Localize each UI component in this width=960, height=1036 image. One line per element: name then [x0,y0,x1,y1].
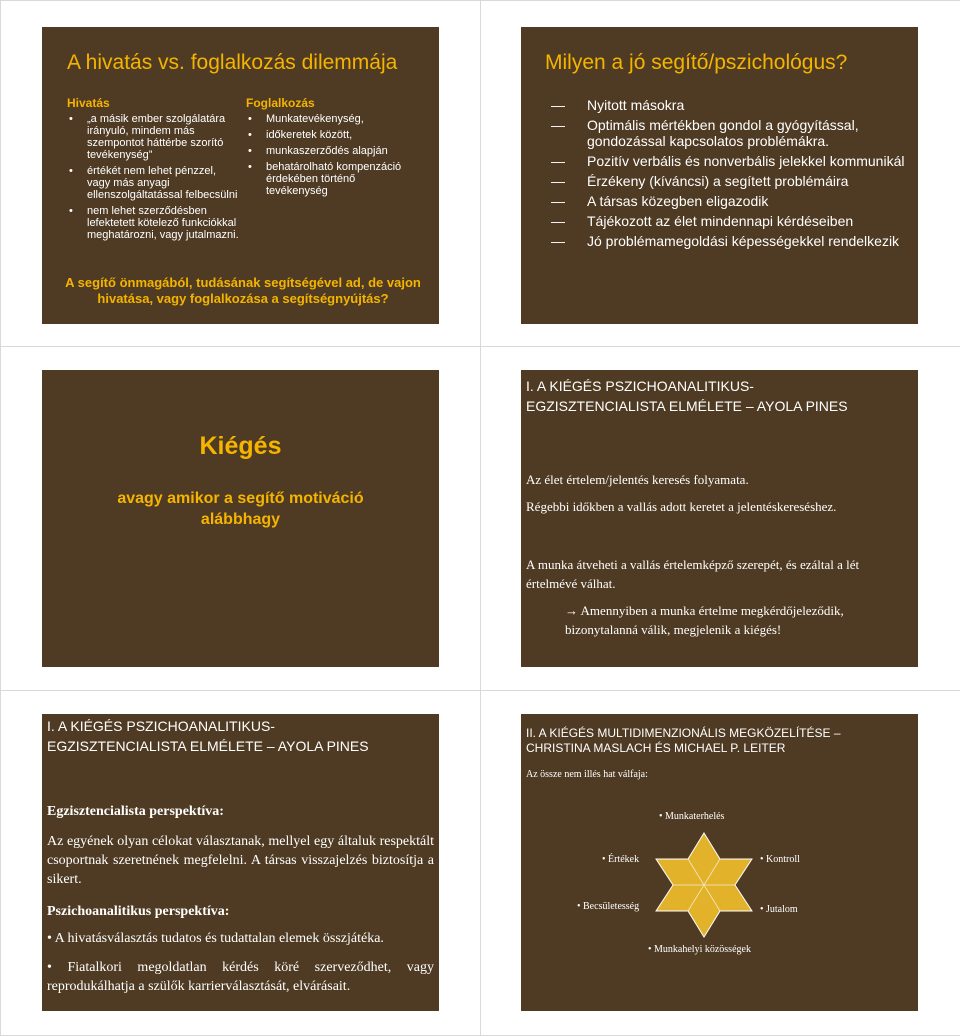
qualities-list [549,97,909,249]
list-item: • „a másik ember szolgálatára irányuló, mindem más szempontot háttérbe szorító tevékenység” [67,113,239,161]
foglalkozas-list [246,113,416,197]
slide-hivatas-foglalkozas [42,27,439,324]
slide-title: Milyen a jó segítő/pszichológus? [545,51,848,74]
list-item: • értékét nem lehet pénzzel, vagy más anyagi ellenszolgáltatással felbecsülni [67,165,239,201]
star-diagram [521,714,918,1011]
paragraph: A munka átveheti a vallás értelemképző szerepét, és ezáltal a lét értelmévé válhat. [526,557,860,591]
dash-icon: — [551,193,565,209]
bullet-icon: • [47,931,52,946]
section-heading: Pszichoanalitikus perspektíva: [47,904,230,919]
dash-icon: — [551,153,565,169]
label-munkahelyi-kozossegek: • Munkahelyi közösségek [648,944,751,955]
slide-title: I. A KIÉGÉS PSZICHOANALITIKUS-EGZISZTENCIALISTA ELMÉLETE – AYOLA PINES [47,718,369,754]
conclusion: → Amennyiben a munka értelme megkérdőjeleződik, bizonytalanná válik, megjelenik a kiégés! [565,603,844,637]
dash-icon: — [551,173,565,189]
label-munkaterheles: • Munkaterhelés [659,811,725,822]
hivatas-heading: Hivatás [67,96,110,110]
foglalkozas-column [246,97,416,197]
dash-icon: — [551,213,565,229]
label-ertekek: • Értékek [602,854,640,865]
list-item: — Tájékozott az élet mindennapi kérdéseiben [551,213,854,229]
arrow-right-icon: → [565,603,578,618]
list-item: • nem lehet szerződésben lefektetett kötelező funkciókkal meghatározni, vagy jutalmazni. [67,205,239,241]
slide-pines-2 [42,714,439,1011]
label-kontroll: • Kontroll [760,854,800,865]
slide-kieges-title [42,370,439,667]
intro-text: Az össze nem illés hat válfaja: [526,769,648,780]
list-item: • Fiatalkori megoldatlan kérdés köré szerveződhet, vagy reprodukálhatja a szülők karrierválasztását, elvárásait. [47,960,434,994]
label-jutalom: • Jutalom [760,904,798,915]
list-item: — Nyitott másokra [551,97,685,113]
dash-icon: — [551,97,565,113]
list-item: — Érzékeny (kíváncsi) a segített problémáira [551,173,849,189]
section-heading: Egzisztencialista perspektíva: [47,804,224,819]
list-item: • behatárolható kompenzáció érdekében történő tevékenység [246,161,416,197]
list-item: • munkaszerződés alapján [246,145,416,157]
list-item: — A társas közegben eligazodik [551,193,769,209]
list-item: • időkeretek között, [246,129,416,141]
slide-title: II. A KIÉGÉS MULTIDIMENZIONÁLIS MEGKÖZELÍTÉSE – CHRISTINA MASLACH ÉS MICHAEL P. LEITER [526,726,841,755]
slide-pines-1 [521,370,918,667]
hivatas-column [67,97,239,241]
slide-jo-segito [521,27,918,324]
slide-title: I. A KIÉGÉS PSZICHOANALITIKUS-EGZISZTENCIALISTA ELMÉLETE – AYOLA PINES [526,378,848,414]
list-item: — Optimális mértékben gondol a gyógyítással, gondozással kapcsolatos problémákra. [551,117,859,149]
slide-maslach-leiter [521,714,918,1011]
list-item: • Munkatevékenység, [246,113,416,125]
paragraph: Régebbi időkben a vallás adott keretet a jelentéskereséshez. [526,499,837,514]
hivatas-list [67,113,239,241]
bullet-icon: • [47,960,52,975]
slide-title: A hivatás vs. foglalkozás dilemmája [67,51,398,74]
slide-question: A segítő önmagából, tudásának segítségével ad, de vajon hivatása, vagy foglalkozása a segítségnyújtás? [65,275,421,306]
dash-icon: — [551,233,565,249]
paragraph: Az élet értelem/jelentés keresés folyamata. [526,472,749,487]
paragraph: Az egyének olyan célokat választanak, mellyel egy általuk respektált csoportnak szeretnének megfelelni. A társas visszajelzés biztosítja a sikert. [47,834,434,887]
slide-title: Kiégés [199,432,282,460]
list-item: — Jó problémamegoldási képességekkel rendelkezik [551,233,900,249]
label-becsuletesseg: • Becsületesség [577,901,640,912]
list-item: — Pozitív verbális és nonverbális jelekkel kommunikál [551,153,905,169]
foglalkozas-heading: Foglalkozás [246,96,315,110]
slide-subtitle: avagy amikor a segítő motiváció alábbhagy [117,490,364,528]
dash-icon: — [551,117,565,133]
list-item: • A hivatásválasztás tudatos és tudattalan elemek összjátéka. [47,931,384,946]
